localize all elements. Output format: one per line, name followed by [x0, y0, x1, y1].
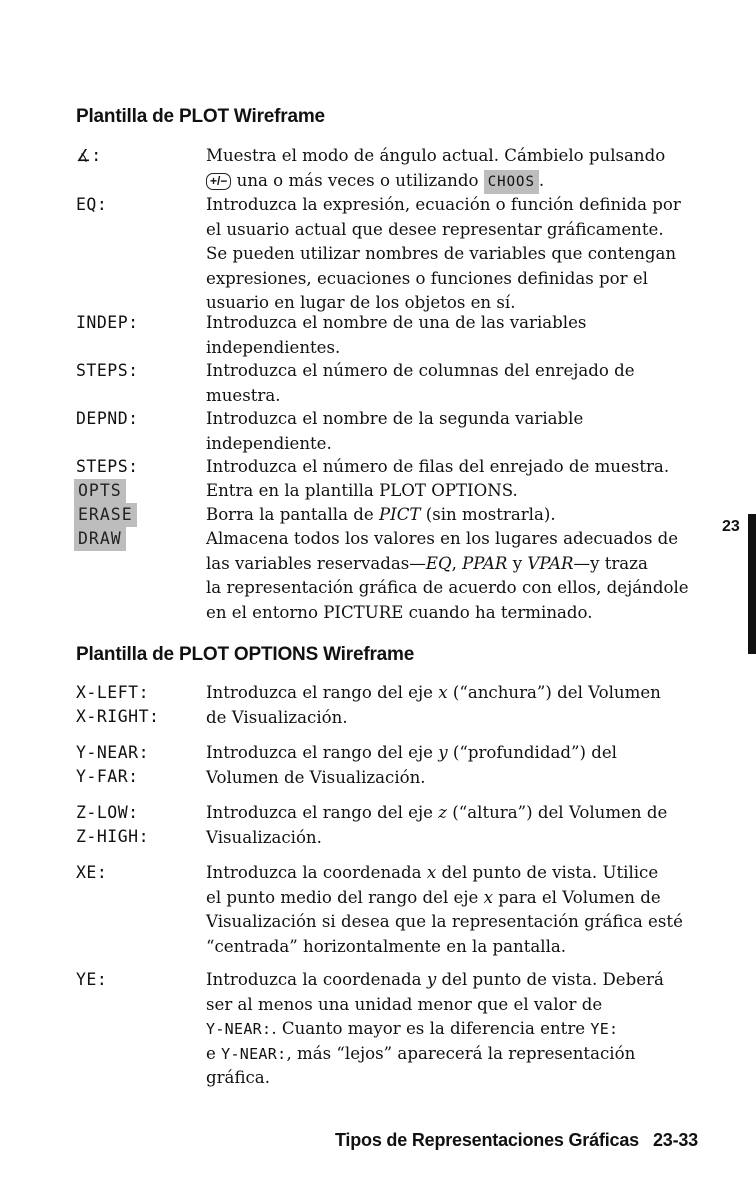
page-number: 23-33 [652, 1130, 698, 1150]
sign-key-icon: +/− [206, 173, 231, 190]
section-heading-plot-options-wireframe: Plantilla de PLOT OPTIONS Wireframe [76, 644, 415, 665]
entry-description: Introduzca el número de columnas del enrejado de muestra. [206, 361, 635, 405]
entry-description: Entra en la plantilla PLOT OPTIONS. [206, 481, 518, 500]
entry-description: Introduzca el nombre de la segunda variable independiente. [206, 409, 584, 453]
erase-menu-key[interactable]: ERASE [74, 503, 137, 527]
field-label-eq: EQ: [76, 195, 108, 214]
field-label-depnd: DEPND: [76, 409, 139, 428]
field-label-ye: YE: [76, 970, 108, 989]
entry-description: Introduzca el rango del eje x (“anchura”) del Volumen de Visualización. [206, 683, 661, 727]
entry-description: Introduzca la expresión, ecuación o función definida por el usuario actual que desee representar gráficamente. Se pueden utilizar nombres de variables que contengan expresiones, ecuaciones o funciones definidas por el usuario en lugar de los objetos en sí. [206, 195, 681, 313]
entry-description: Almacena todos los valores en los lugares adecuados de las variables reservadas—EQ, PPAR y VPAR—y traza la representación gráfica de acuerdo con ellos, dejándole en el entorno PICTURE cuando ha terminado. [206, 529, 689, 622]
chapter-tab-bar [748, 514, 756, 654]
entry-description: Introduzca el rango del eje z (“altura”) del Volumen de Visualización. [206, 803, 668, 847]
field-label-y-near: Y-NEAR: [76, 743, 150, 762]
entry-description: Introduzca la coordenada x del punto de vista. Utilice el punto medio del rango del eje x para el Volumen de Visualización si desea que la representación gráfica esté “centrada” horizontalmente en la pantalla. [206, 863, 683, 956]
entry-description: Introduzca el rango del eje y (“profundidad”) del Volumen de Visualización. [206, 743, 617, 787]
field-label-steps: STEPS: [76, 457, 139, 476]
footer-title: Tipos de Representaciones Gráficas [334, 1130, 639, 1150]
section-heading-plot-wireframe: Plantilla de PLOT Wireframe [76, 106, 325, 127]
entry-description: Muestra el modo de ángulo actual. Cámbielo pulsando +/− una o más veces o utilizando CHOOS . [206, 144, 702, 194]
field-label-angle: ∡: [76, 146, 102, 165]
field-label-x-right: X-RIGHT: [76, 707, 160, 726]
field-label-x-left: X-LEFT: [76, 683, 150, 702]
draw-menu-key[interactable]: DRAW [74, 527, 126, 551]
field-label-xe: XE: [76, 863, 108, 882]
field-label-steps: STEPS: [76, 361, 139, 380]
field-label-indep: INDEP: [76, 313, 139, 332]
field-label-y-far: Y-FAR: [76, 767, 139, 786]
entry-description: Borra la pantalla de PICT (sin mostrarla). [206, 505, 556, 524]
entry-description: Introduzca el nombre de una de las variables independientes. [206, 313, 587, 357]
entry-description: Introduzca la coordenada y del punto de vista. Deberá ser al menos una unidad menor que el valor de Y-NEAR:. Cuanto mayor es la diferencia entre YE: e Y-NEAR:, más “lejos” aparecerá la representación gráfica. [206, 970, 664, 1088]
opts-menu-key[interactable]: OPTS [74, 479, 126, 503]
entry-description: Introduzca el número de filas del enrejado de muestra. [206, 457, 670, 476]
choos-menu-key: CHOOS [484, 170, 539, 195]
page-footer [335, 1130, 698, 1151]
chapter-tab-number: 23 [722, 518, 740, 535]
field-label-z-low: Z-LOW: [76, 803, 139, 822]
field-label-z-high: Z-HIGH: [76, 827, 150, 846]
